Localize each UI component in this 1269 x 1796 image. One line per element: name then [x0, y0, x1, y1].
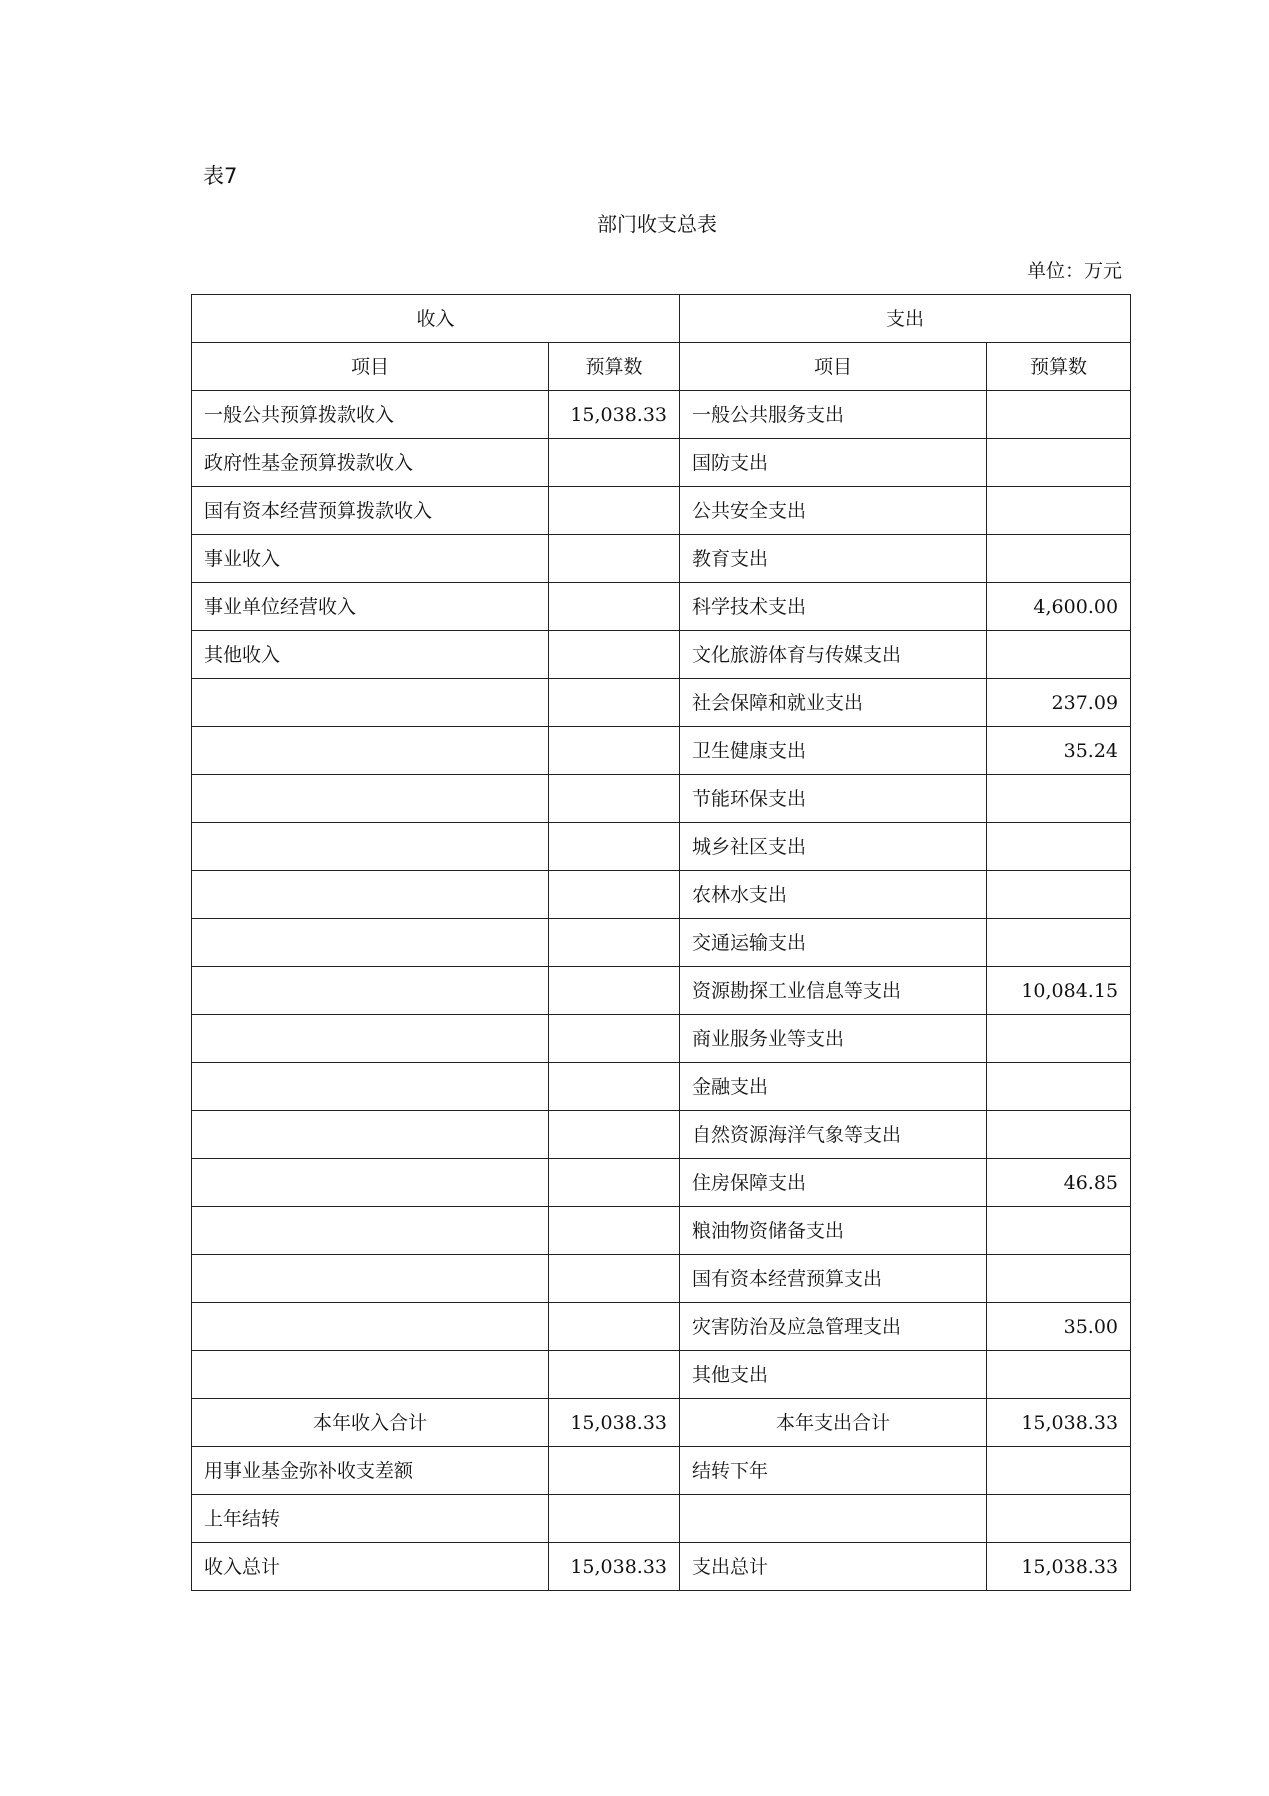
expense-item-cell [680, 1495, 987, 1543]
income-value-cell [549, 439, 680, 487]
income-value-cell [549, 1303, 680, 1351]
expense-item-cell: 商业服务业等支出 [680, 1015, 987, 1063]
income-subtotal-label: 本年收入合计 [192, 1399, 549, 1447]
expense-value-cell [987, 1063, 1131, 1111]
expense-subtotal-value: 15,038.33 [987, 1399, 1131, 1447]
header-row-group [192, 295, 1131, 343]
footer-row [192, 1447, 1131, 1495]
expense-value-cell: 4,600.00 [987, 583, 1131, 631]
income-value-cell [549, 775, 680, 823]
table-row [192, 823, 1131, 871]
income-item-cell: 收入总计 [192, 1543, 549, 1591]
income-item-cell [192, 1303, 549, 1351]
subtotal-row [192, 1399, 1131, 1447]
income-value-cell [549, 967, 680, 1015]
expense-item-cell: 资源勘探工业信息等支出 [680, 967, 987, 1015]
income-value-cell [549, 871, 680, 919]
expense-item-cell: 粮油物资储备支出 [680, 1207, 987, 1255]
table-row [192, 967, 1131, 1015]
expense-item-cell: 节能环保支出 [680, 775, 987, 823]
expense-value-cell [987, 487, 1131, 535]
income-item-cell: 事业收入 [192, 535, 549, 583]
expense-item-header: 项目 [680, 343, 987, 391]
income-value-cell [549, 535, 680, 583]
expense-item-cell: 国有资本经营预算支出 [680, 1255, 987, 1303]
document-title: 部门收支总表 [597, 212, 717, 236]
income-item-cell [192, 823, 549, 871]
expense-item-cell: 社会保障和就业支出 [680, 679, 987, 727]
income-value-cell [549, 727, 680, 775]
expense-value-cell: 10,084.15 [987, 967, 1131, 1015]
income-item-cell: 用事业基金弥补收支差额 [192, 1447, 549, 1495]
expense-item-cell: 农林水支出 [680, 871, 987, 919]
header-row-columns [192, 343, 1131, 391]
table-row [192, 631, 1131, 679]
expense-item-cell: 教育支出 [680, 535, 987, 583]
income-value-cell [549, 1111, 680, 1159]
expense-value-cell: 35.24 [987, 727, 1131, 775]
expense-value-cell [987, 1255, 1131, 1303]
expense-value-cell: 35.00 [987, 1303, 1131, 1351]
income-value-cell [549, 679, 680, 727]
table-row [192, 1015, 1131, 1063]
table-row [192, 1255, 1131, 1303]
table-row [192, 679, 1131, 727]
expense-value-cell [987, 391, 1131, 439]
income-item-header: 项目 [192, 343, 549, 391]
expense-item-cell: 支出总计 [680, 1543, 987, 1591]
expense-value-cell [987, 1447, 1131, 1495]
expense-budget-header: 预算数 [987, 343, 1131, 391]
income-item-cell [192, 775, 549, 823]
expense-item-cell: 结转下年 [680, 1447, 987, 1495]
footer-row [192, 1543, 1131, 1591]
expense-value-cell: 46.85 [987, 1159, 1131, 1207]
income-budget-header: 预算数 [549, 343, 680, 391]
income-value-cell [549, 1351, 680, 1399]
income-item-cell: 上年结转 [192, 1495, 549, 1543]
expense-value-cell: 15,038.33 [987, 1543, 1131, 1591]
income-item-cell [192, 1351, 549, 1399]
income-item-cell: 一般公共预算拨款收入 [192, 391, 549, 439]
income-value-cell [549, 583, 680, 631]
expense-item-cell: 灾害防治及应急管理支出 [680, 1303, 987, 1351]
table-number: 表7 [203, 164, 238, 188]
table-body [192, 295, 1131, 1591]
expense-value-cell [987, 1351, 1131, 1399]
table-row [192, 1159, 1131, 1207]
expense-item-cell: 城乡社区支出 [680, 823, 987, 871]
income-item-cell: 国有资本经营预算拨款收入 [192, 487, 549, 535]
income-item-cell [192, 679, 549, 727]
expense-item-cell: 一般公共服务支出 [680, 391, 987, 439]
income-item-cell [192, 1255, 549, 1303]
table-row [192, 487, 1131, 535]
income-item-cell [192, 967, 549, 1015]
expense-header: 支出 [680, 295, 1131, 343]
expense-value-cell [987, 775, 1131, 823]
expense-value-cell [987, 871, 1131, 919]
expense-subtotal-label: 本年支出合计 [680, 1399, 987, 1447]
expense-item-cell: 公共安全支出 [680, 487, 987, 535]
table-row [192, 1303, 1131, 1351]
expense-item-cell: 其他支出 [680, 1351, 987, 1399]
table-row [192, 727, 1131, 775]
expense-item-cell: 卫生健康支出 [680, 727, 987, 775]
expense-item-cell: 科学技术支出 [680, 583, 987, 631]
income-subtotal-value: 15,038.33 [549, 1399, 680, 1447]
income-item-cell [192, 1015, 549, 1063]
income-value-cell [549, 919, 680, 967]
income-item-cell: 政府性基金预算拨款收入 [192, 439, 549, 487]
income-item-cell [192, 1111, 549, 1159]
income-item-cell [192, 1207, 549, 1255]
income-item-cell [192, 1159, 549, 1207]
expense-item-cell: 住房保障支出 [680, 1159, 987, 1207]
footer-row [192, 1495, 1131, 1543]
income-item-cell: 其他收入 [192, 631, 549, 679]
expense-value-cell [987, 631, 1131, 679]
expense-item-cell: 交通运输支出 [680, 919, 987, 967]
table-row [192, 1207, 1131, 1255]
expense-value-cell [987, 919, 1131, 967]
expense-value-cell [987, 823, 1131, 871]
table-row [192, 1111, 1131, 1159]
expense-value-cell: 237.09 [987, 679, 1131, 727]
income-value-cell [549, 823, 680, 871]
income-value-cell [549, 1255, 680, 1303]
unit-label: 单位：万元 [1026, 260, 1122, 282]
table-row [192, 775, 1131, 823]
income-value-cell [549, 1015, 680, 1063]
income-item-cell [192, 1063, 549, 1111]
expense-value-cell [987, 439, 1131, 487]
income-value-cell [549, 631, 680, 679]
expense-item-cell: 金融支出 [680, 1063, 987, 1111]
table-row [192, 1063, 1131, 1111]
income-header: 收入 [192, 295, 680, 343]
income-item-cell [192, 727, 549, 775]
expense-value-cell [987, 1207, 1131, 1255]
expense-value-cell [987, 535, 1131, 583]
table-row [192, 439, 1131, 487]
income-value-cell: 15,038.33 [549, 391, 680, 439]
expense-item-cell: 自然资源海洋气象等支出 [680, 1111, 987, 1159]
income-value-cell [549, 1063, 680, 1111]
income-value-cell [549, 1159, 680, 1207]
income-value-cell: 15,038.33 [549, 1543, 680, 1591]
income-value-cell [549, 1495, 680, 1543]
expense-value-cell [987, 1111, 1131, 1159]
income-value-cell [549, 487, 680, 535]
table-row [192, 919, 1131, 967]
table-row [192, 535, 1131, 583]
table-row [192, 583, 1131, 631]
expense-value-cell [987, 1015, 1131, 1063]
expense-item-cell: 国防支出 [680, 439, 987, 487]
table-row [192, 871, 1131, 919]
income-item-cell [192, 919, 549, 967]
income-item-cell: 事业单位经营收入 [192, 583, 549, 631]
table-row [192, 1351, 1131, 1399]
expense-value-cell [987, 1495, 1131, 1543]
budget-summary-table [191, 294, 1131, 1591]
expense-item-cell: 文化旅游体育与传媒支出 [680, 631, 987, 679]
income-value-cell [549, 1447, 680, 1495]
income-value-cell [549, 1207, 680, 1255]
table-row [192, 391, 1131, 439]
income-item-cell [192, 871, 549, 919]
